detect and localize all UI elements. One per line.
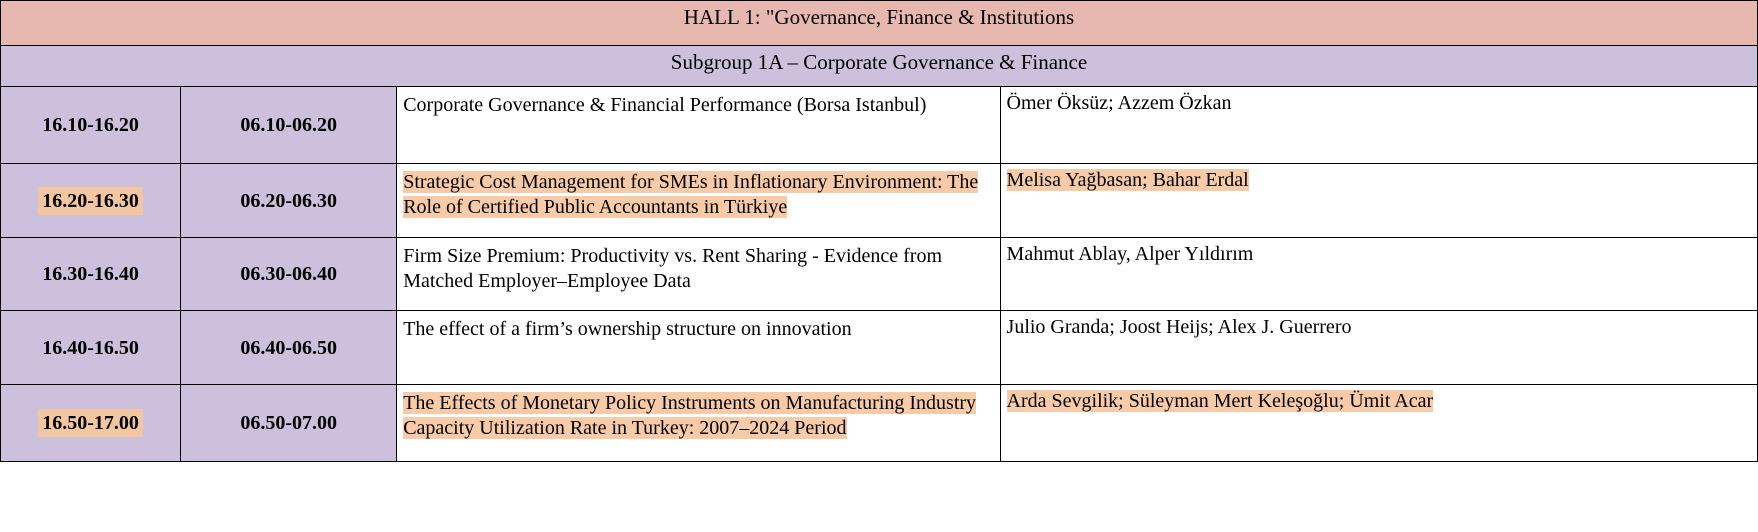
time-local-text: 16.40-16.50 — [42, 336, 139, 359]
table-row — [1, 311, 1758, 385]
presentation-authors-text: Arda Sevgilik; Süleyman Mert Keleşoğlu; Ümit Acar — [1006, 390, 1434, 412]
time-utc-text: 06.30-06.40 — [240, 263, 337, 285]
table-row — [1, 87, 1758, 164]
time-utc-text: 06.10-06.20 — [240, 114, 337, 136]
time-utc-text: 06.20-06.30 — [240, 189, 337, 212]
session-time-utc — [181, 385, 397, 462]
session-time-utc — [181, 311, 397, 385]
presentation-title — [397, 164, 1000, 238]
time-local-text: 16.50-17.00 — [38, 409, 143, 437]
presentation-title — [397, 87, 1000, 164]
presentation-title — [397, 385, 1000, 462]
presentation-title-wrap — [397, 164, 999, 224]
time-utc-text: 06.40-06.50 — [240, 336, 337, 359]
subgroup-header-cell — [1, 46, 1758, 87]
presentation-title-text: The effect of a firm’s ownership structure on innovation — [403, 318, 852, 340]
table-row — [1, 164, 1758, 238]
presentation-authors — [1000, 385, 1757, 462]
presentation-authors — [1000, 311, 1757, 385]
hall-title: HALL 1: "Governance, Finance & Institutions — [683, 5, 1075, 29]
session-time-utc — [181, 164, 397, 238]
presentation-authors-text: Mahmut Ablay, Alper Yıldırım — [1006, 243, 1254, 265]
session-time-local — [1, 87, 181, 164]
session-time-local — [1, 311, 181, 385]
presentation-authors — [1000, 87, 1757, 164]
presentation-authors-wrap — [1001, 385, 1757, 418]
session-time-local — [1, 238, 181, 311]
presentation-authors-text: Melisa Yağbasan; Bahar Erdal — [1006, 169, 1249, 191]
session-time-utc — [181, 87, 397, 164]
presentation-authors-wrap — [1001, 164, 1757, 197]
hall-header-row — [1, 1, 1758, 46]
presentation-authors-text: Ömer Öksüz; Azzem Özkan — [1006, 92, 1232, 114]
presentation-authors — [1000, 164, 1757, 238]
presentation-title-text: Corporate Governance & Financial Performance (Borsa Istanbul) — [403, 94, 927, 116]
time-utc-text: 06.50-07.00 — [240, 412, 337, 434]
presentation-title-wrap — [397, 385, 999, 445]
subgroup-header-row — [1, 46, 1758, 87]
time-local-text: 16.30-16.40 — [42, 263, 139, 285]
subgroup-title: Subgroup 1A – Corporate Governance & Finance — [670, 50, 1088, 74]
presentation-title — [397, 238, 1000, 311]
presentation-title-text: The Effects of Monetary Policy Instruments on Manufacturing Industry Capacity Utilization Rate in Turkey: 2007–2024 Period — [403, 392, 977, 439]
presentation-title-text: Strategic Cost Management for SMEs in Inflationary Environment: The Role of Certified Public Accountants in Türkiye — [403, 171, 979, 218]
session-time-local — [1, 164, 181, 238]
hall-header-cell — [1, 1, 1758, 46]
presentation-title — [397, 311, 1000, 385]
session-time-utc — [181, 238, 397, 311]
presentation-authors — [1000, 238, 1757, 311]
time-local-text: 16.10-16.20 — [42, 114, 139, 136]
session-time-local — [1, 385, 181, 462]
presentation-title-text: Firm Size Premium: Productivity vs. Rent Sharing - Evidence from Matched Employer–Employee Data — [403, 245, 943, 292]
table-row — [1, 238, 1758, 311]
presentation-authors-text: Julio Granda; Joost Heijs; Alex J. Guerrero — [1006, 316, 1352, 338]
table-row — [1, 385, 1758, 462]
time-local-text: 16.20-16.30 — [38, 187, 143, 215]
